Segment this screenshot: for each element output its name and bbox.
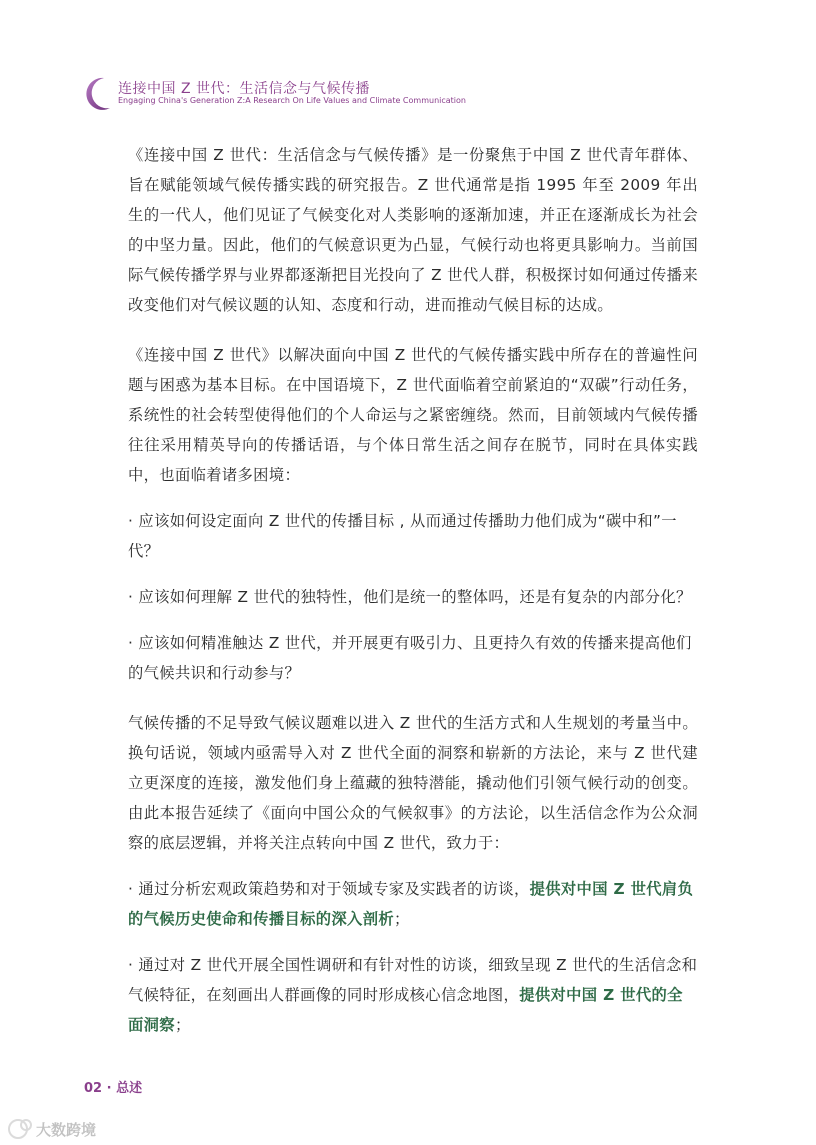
report-title-english: Engaging China's Generation Z:A Research On Life Values and Climate Communication: [118, 96, 466, 105]
watermark-text: 大数跨境: [36, 1121, 97, 1139]
objective-item: [128, 874, 698, 934]
question-item: · 应该如何理解 Z 世代的独特性，他们是统一的整体吗，还是有复杂的内部分化？: [128, 588, 692, 606]
objective-text: · 通过对 Z 世代开展全国性调研和有针对性的访谈，细致呈现 Z 世代的生活信念和气候特征，在刻画出人群画像的同时形成核心信念地图，: [128, 956, 698, 1004]
report-title-chinese: 连接中国 Z 世代：生活信念与气候传播: [118, 81, 370, 97]
page-number: 02 · 总述: [84, 1081, 143, 1096]
objective-end: ；: [394, 910, 410, 928]
objective-highlight: 提供对中国 Z 世代的全面洞察: [128, 986, 683, 1034]
crescent-moon-logo: [84, 76, 112, 112]
objective-text: · 通过分析宏观政策趋势和对于领域专家及实践者的访谈，: [128, 880, 530, 898]
question-item: · 应该如何设定面向 Z 世代的传播目标 , 从而通过传播助力他们成为“碳中和”一代？: [128, 512, 677, 560]
goal-paragraph: 《连接中国 Z 世代》以解决面向中国 Z 世代的气候传播实践中所存在的普遍性问题与困惑为基本目标。在中国语境下，Z 世代面临着空前紧迫的“双碳”行动任务，系统性的社会转型使得他们的个人命运与之紧密缠绕。然而，目前领域内气候传播往往采用精英导向的传播话语，与个体日常生活之间存在脱节，同时在具体实践中，也面临着诸多困境：: [128, 346, 698, 484]
objective-highlight: 提供对中国 Z 世代肩负的气候历史使命和传播目标的深入剖析: [128, 880, 694, 928]
main-content: [128, 140, 698, 1040]
objective-end: ；: [174, 1016, 191, 1034]
question-item: · 应该如何精准触达 Z 世代，并开展更有吸引力、且更持久有效的传播来提高他们的气候共识和行动参与？: [128, 634, 692, 682]
report-header: [84, 68, 784, 116]
objective-item: [128, 950, 698, 1040]
intro-paragraph: 《连接中国 Z 世代：生活信念与气候传播》是一份聚焦于中国 Z 世代青年群体、旨在赋能领域气候传播实践的研究报告。Z 世代通常是指 1995 年至 2009 年出生的一代人，他们见证了气候变化对人类影响的逐渐加速，并正在逐渐成长为社会的中坚力量。因此，他们的气候意识更为凸显，气候行动也将更具影响力。当前国际气候传播学界与业界都逐渐把目光投向了 Z 世代人群，积极探讨如何通过传播来改变他们对气候议题的认知、态度和行动，进而推动气候目标的达成。: [128, 146, 698, 314]
method-paragraph: 气候传播的不足导致气候议题难以进入 Z 世代的生活方式和人生规划的考量当中。换句话说，领域内亟需导入对 Z 世代全面的洞察和崭新的方法论，来与 Z 世代建立更深度的连接，激发他们身上蕴藏的独特潜能，撬动他们引领气候行动的创变。由此本报告延续了《面向中国公众的气候叙事》的方法论，以生活信念作为公众洞察的底层逻辑，并将关注点转向中国 Z 世代，致力于：: [128, 714, 698, 852]
